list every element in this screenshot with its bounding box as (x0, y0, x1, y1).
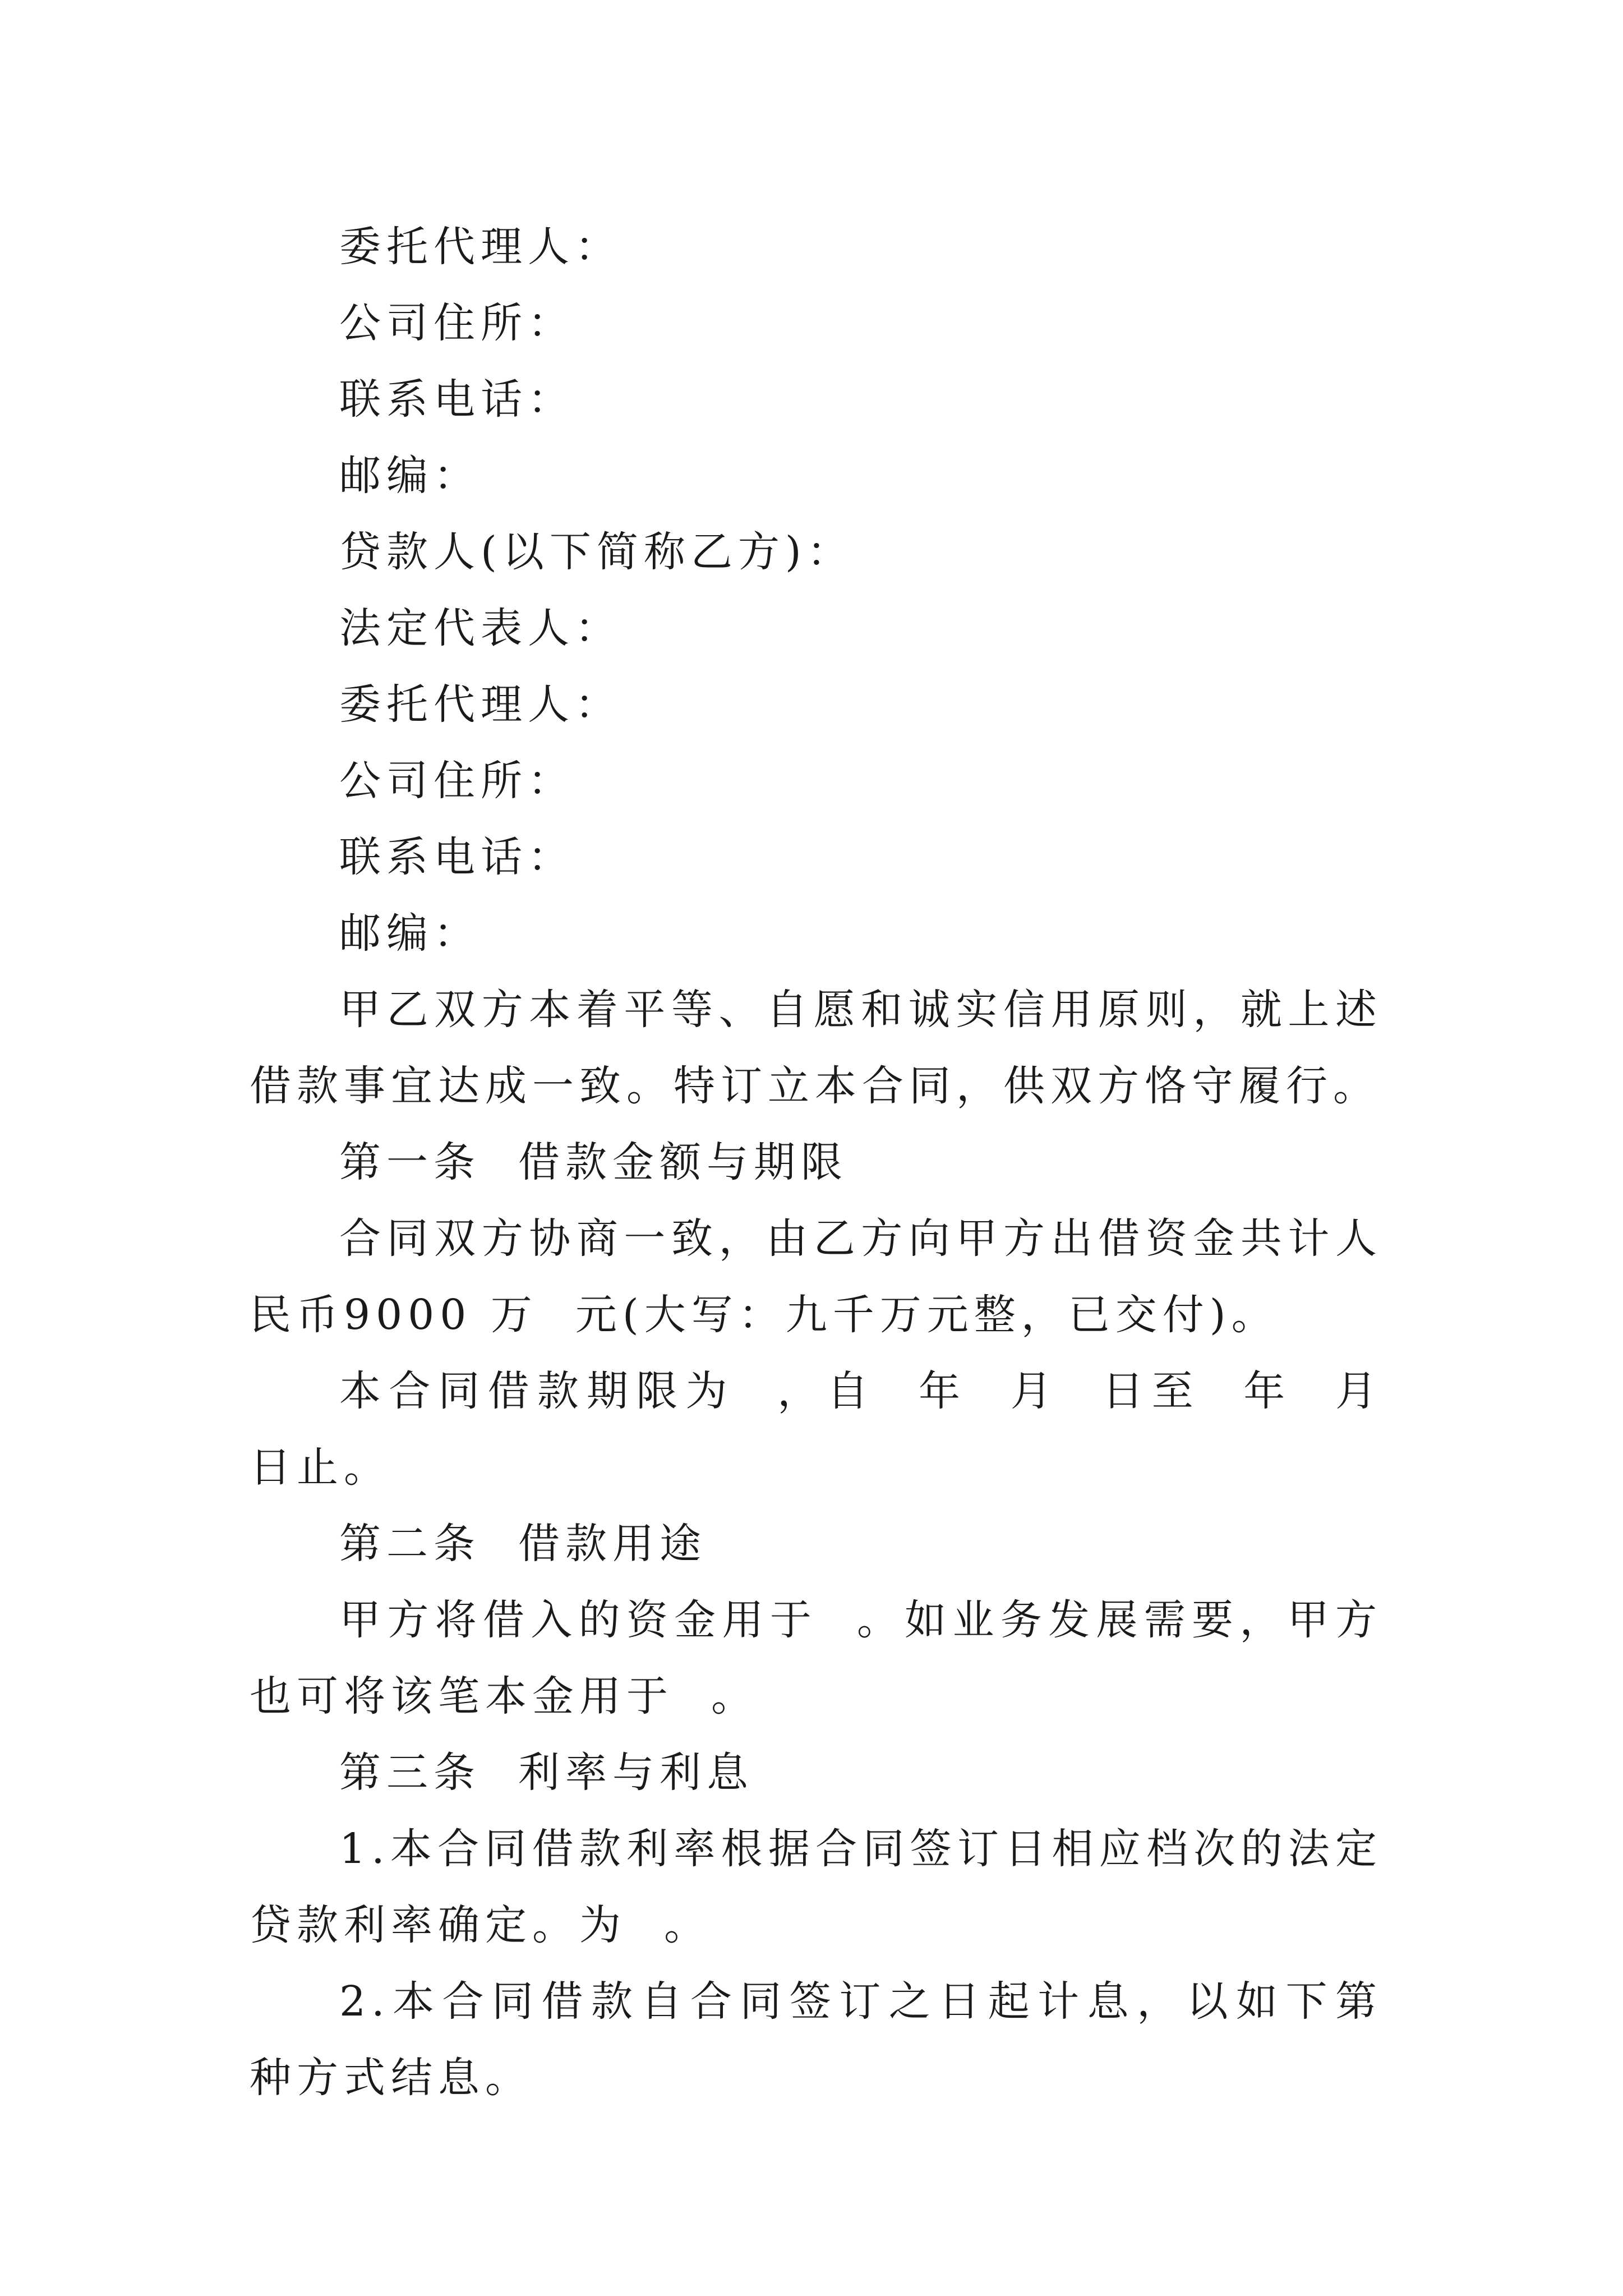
paragraph-postcode-a: 邮编： (339, 452, 481, 500)
heading-article-3: 第三条 利率与利息 (339, 1749, 754, 1797)
paragraph-loan-amount: 合同双方协商一致，由乙方向甲方出借资金共计人民币9000 万 元(大写：九千万元整，已交付)。 (250, 1214, 1382, 1339)
paragraph-phone-a: 联系电话： (339, 375, 575, 424)
paragraph-phone-b: 联系电话： (339, 833, 575, 881)
document-body (250, 209, 1421, 2116)
paragraph-legal-rep-b: 法定代表人： (339, 604, 622, 652)
paragraph-agent-b: 委托代理人： (339, 680, 622, 729)
paragraph-postcode-b: 邮编： (339, 909, 481, 958)
paragraph-agent-a: 委托代理人： (339, 223, 622, 271)
paragraph-loan-purpose: 甲方将借入的资金用于 。如业务发展需要，甲方也可将该笔本金用于 。 (250, 1596, 1382, 1720)
paragraph-address-a: 公司住所： (339, 299, 575, 347)
heading-article-1: 第一条 借款金额与期限 (339, 1138, 849, 1186)
paragraph-preamble: 甲乙双方本着平等、自愿和诚实信用原则，就上述借款事宜达成一致。特订立本合同，供双方恪守履行。 (250, 986, 1382, 1110)
paragraph-lender: 贷款人(以下简称乙方)： (339, 528, 854, 576)
paragraph-interest-calc: 2.本合同借款自合同签订之日起计息，以如下第 种方式结息。 (250, 1977, 1421, 2102)
paragraph-loan-term: 本合同借款期限为 ，自 年 月 日至 年 月 日止。 (250, 1367, 1421, 1492)
heading-article-2: 第二条 借款用途 (339, 1520, 707, 1568)
paragraph-interest-rate: 1.本合同借款利率根据合同签订日相应档次的法定贷款利率确定。为 。 (250, 1825, 1382, 1949)
paragraph-address-b: 公司住所： (339, 757, 575, 805)
